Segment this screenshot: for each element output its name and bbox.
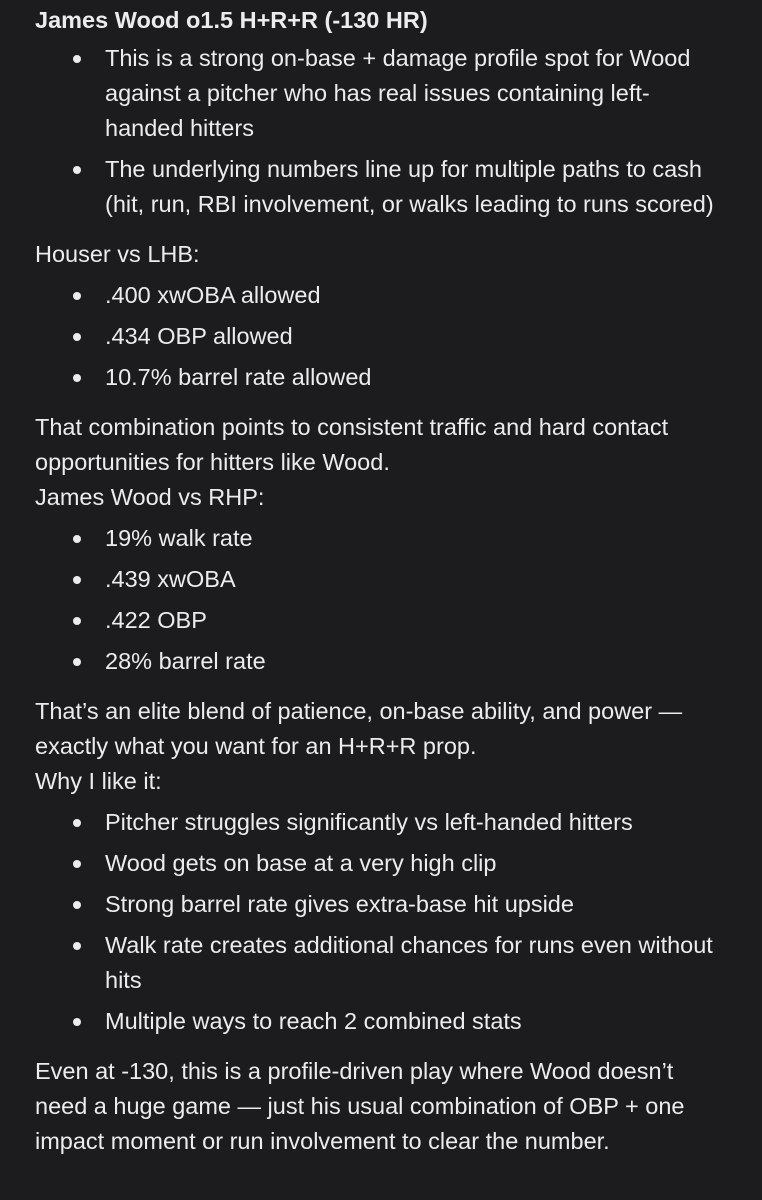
why-reasons-list (35, 805, 727, 1039)
bullet-icon (73, 292, 81, 300)
bullet-text: 10.7% barrel rate allowed (105, 364, 372, 390)
bullet-text: .422 OBP (105, 607, 207, 633)
bullet-text: .439 xwOBA (105, 566, 236, 592)
bullet-icon (73, 819, 81, 827)
list-item (35, 805, 727, 840)
list-item (35, 1004, 727, 1039)
bullet-icon (73, 55, 81, 63)
intro-bullet-list (35, 41, 727, 222)
bullet-icon (73, 166, 81, 174)
list-item (35, 562, 727, 597)
bullet-text: .434 OBP allowed (105, 323, 293, 349)
bullet-text: Multiple ways to reach 2 combined stats (105, 1008, 522, 1034)
wood-stats-list (35, 521, 727, 679)
bullet-text: Wood gets on base at a very high clip (105, 850, 497, 876)
combination-paragraph: That combination points to consistent traffic and hard contact opportunities for hitters like Wood. (35, 414, 669, 475)
bullet-icon (73, 374, 81, 382)
list-item (35, 360, 727, 395)
houser-stats-list (35, 278, 727, 395)
list-item (35, 319, 727, 354)
list-item (35, 152, 727, 222)
bullet-text: .400 xwOBA allowed (105, 282, 321, 308)
bullet-icon (73, 1018, 81, 1026)
why-heading: Why I like it: (35, 768, 162, 794)
bullet-text: 28% barrel rate (105, 648, 266, 674)
bullet-text: The underlying numbers line up for multiple paths to cash (hit, run, RBI involvement, or walks leading to runs scored) (105, 156, 714, 217)
list-item (35, 887, 727, 922)
closing-paragraph: Even at -130, this is a profile-driven play where Wood doesn’t need a huge game — just his usual combination of OBP + one impact moment or run involvement to clear the number. (35, 1058, 685, 1154)
bullet-icon (73, 942, 81, 950)
list-item (35, 521, 727, 556)
list-item (35, 41, 727, 146)
bullet-icon (73, 860, 81, 868)
bullet-icon (73, 617, 81, 625)
houser-heading: Houser vs LHB: (35, 241, 200, 267)
bullet-icon (73, 535, 81, 543)
bullet-icon (73, 901, 81, 909)
list-item (35, 278, 727, 313)
post-title: James Wood o1.5 H+R+R (-130 HR) (35, 7, 428, 33)
wood-heading: James Wood vs RHP: (35, 484, 265, 510)
list-item (35, 644, 727, 679)
bullet-icon (73, 333, 81, 341)
bullet-icon (73, 576, 81, 584)
list-item (35, 928, 727, 998)
bullet-text: Strong barrel rate gives extra-base hit upside (105, 891, 574, 917)
bullet-text: 19% walk rate (105, 525, 253, 551)
elite-paragraph: That’s an elite blend of patience, on-base ability, and power — exactly what you want for an H+R+R prop. (35, 698, 683, 759)
list-item (35, 846, 727, 881)
bullet-text: Pitcher struggles significantly vs left-handed hitters (105, 809, 633, 835)
bullet-text: This is a strong on-base + damage profile spot for Wood against a pitcher who has real issues containing left-handed hitters (105, 45, 691, 141)
bullet-text: Walk rate creates additional chances for runs even without hits (105, 932, 713, 993)
bullet-icon (73, 658, 81, 666)
list-item (35, 603, 727, 638)
